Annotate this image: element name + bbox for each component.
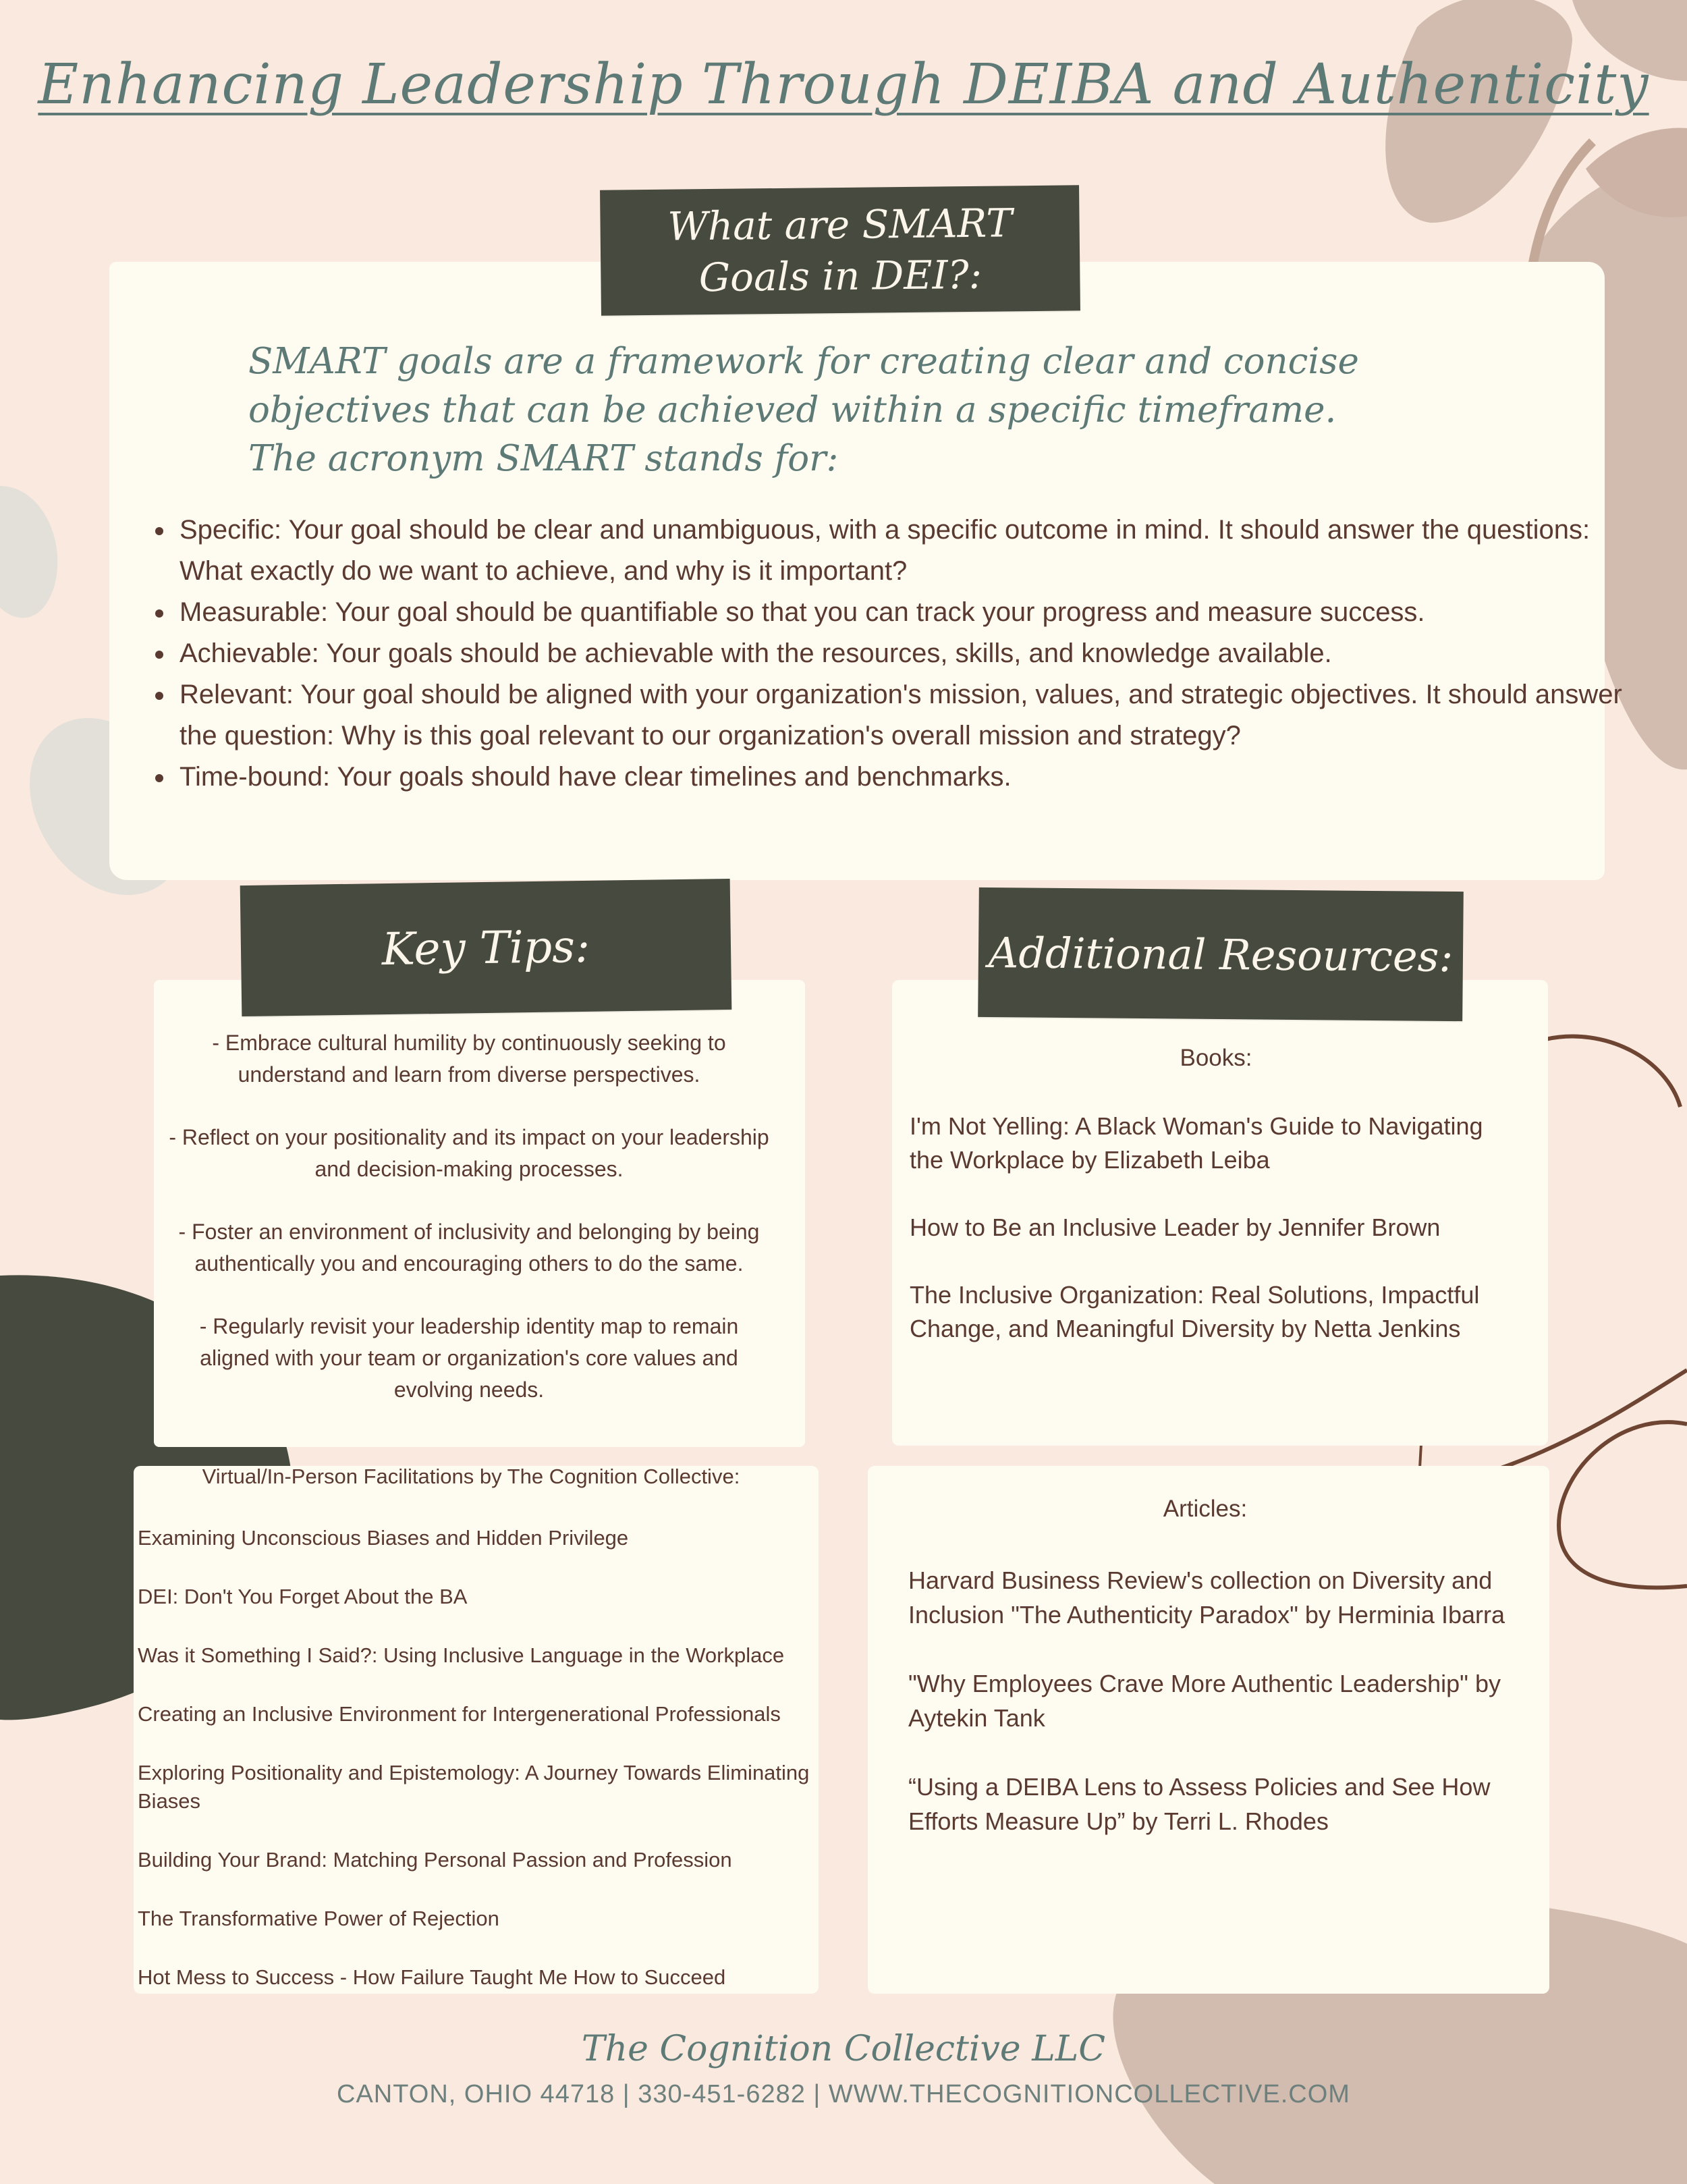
books-list: [910, 1110, 1517, 1380]
facilitation-item: Exploring Positionality and Epistemology: A Journey Towards Eliminating Biases: [138, 1761, 810, 1813]
curve-line-right-3: [1559, 1422, 1687, 1587]
smart-item-relevant: • Relevant: Your goal should be aligned with your organization's mission, values, and strategic objectives. It should answer the question: Why is this goal relevant to our organization's overall mission and strategy?: [175, 674, 1626, 757]
additional-resources-heading: Additional Resources:: [978, 888, 1464, 1021]
article-item: “Using a DEIBA Lens to Assess Policies and See How Efforts Measure Up” by Terri L. Rhodes: [908, 1773, 1491, 1835]
facilitations-list: [138, 1524, 819, 2022]
smart-item-measurable: • Measurable: Your goal should be quantifiable so that you can track your progress and measure success.: [175, 592, 1626, 633]
curve-line-right-4: [1420, 1444, 1421, 1468]
facilitation-item: Hot Mess to Success - How Failure Taught Me How to Succeed: [138, 1965, 726, 1989]
smart-item-specific: • Specific: Your goal should be clear and unambiguous, with a specific outcome in mind. It should answer the questions: What exactly do we want to achieve, and why is it important?: [175, 510, 1626, 592]
article-item: Harvard Business Review's collection on Diversity and Inclusion "The Authenticity Paradox" by Herminia Ibarra: [908, 1566, 1505, 1629]
smart-item-time-bound: • Time-bound: Your goals should have clear timelines and benchmarks.: [175, 757, 1626, 798]
facilitation-item: Examining Unconscious Biases and Hidden Privilege: [138, 1526, 629, 1550]
book-item: How to Be an Inclusive Leader by Jennifer Brown: [910, 1213, 1441, 1241]
facilitation-item: The Transformative Power of Rejection: [138, 1907, 499, 1930]
smart-goals-heading: [600, 185, 1080, 315]
tip-item: - Embrace cultural humility by continuously seeking to understand and learn from diverse perspectives.: [212, 1031, 726, 1087]
company-name: The Cognition Collective LLC: [581, 2029, 1106, 2069]
key-tips-heading: Key Tips:: [240, 879, 732, 1016]
smart-heading-line-2: Goals in DEI?:: [698, 251, 983, 301]
book-item: The Inclusive Organization: Real Solutions, Impactful Change, and Meaningful Diversity by Netta Jenkins: [910, 1281, 1480, 1342]
blob-left-top: [0, 486, 57, 618]
facilitation-item: Building Your Brand: Matching Personal Passion and Profession: [138, 1848, 732, 1872]
contact-info: CANTON, OHIO 44718 | 330-451-6282 | WWW.THECOGNITIONCOLLECTIVE.COM: [337, 2080, 1350, 2108]
key-tips-list: [169, 1027, 769, 1437]
smart-heading-line-1: What are SMART: [667, 200, 1013, 250]
books-heading: Books:: [1180, 1045, 1252, 1071]
page-title: Enhancing Leadership Through DEIBA and Authenticity: [38, 53, 1649, 117]
articles-list: [908, 1563, 1516, 1873]
facilitations-heading: Virtual/In-Person Facilitations by The Cognition Collective:: [202, 1465, 740, 1488]
tip-item: - Regularly revisit your leadership identity map to remain aligned with your team or organization's core values and evolving needs.: [199, 1314, 739, 1402]
tip-item: - Foster an environment of inclusivity and belonging by being authentically you and encouraging others to do the same.: [178, 1220, 760, 1276]
smart-criteria-list: [135, 510, 1626, 798]
facilitation-item: DEI: Don't You Forget About the BA: [138, 1585, 468, 1608]
facilitation-item: Creating an Inclusive Environment for Intergenerational Professionals: [138, 1702, 781, 1726]
articles-heading: Articles:: [1163, 1496, 1248, 1522]
smart-item-achievable: • Achievable: Your goals should be achievable with the resources, skills, and knowledge available.: [175, 633, 1626, 674]
tip-item: - Reflect on your positionality and its impact on your leadership and decision-making processes.: [169, 1125, 769, 1181]
article-item: "Why Employees Crave More Authentic Leadership" by Aytekin Tank: [908, 1670, 1501, 1732]
smart-intro-text: SMART goals are a framework for creating clear and concise objectives that can be achieved within a specific timeframe. The acronym SMART stands for:: [248, 341, 1359, 479]
facilitation-item: Was it Something I Said?: Using Inclusive Language in the Workplace: [138, 1643, 785, 1667]
curve-line-right-1: [1545, 1037, 1680, 1107]
book-item: I'm Not Yelling: A Black Woman's Guide to Navigating the Workplace by Elizabeth Leiba: [910, 1112, 1483, 1174]
